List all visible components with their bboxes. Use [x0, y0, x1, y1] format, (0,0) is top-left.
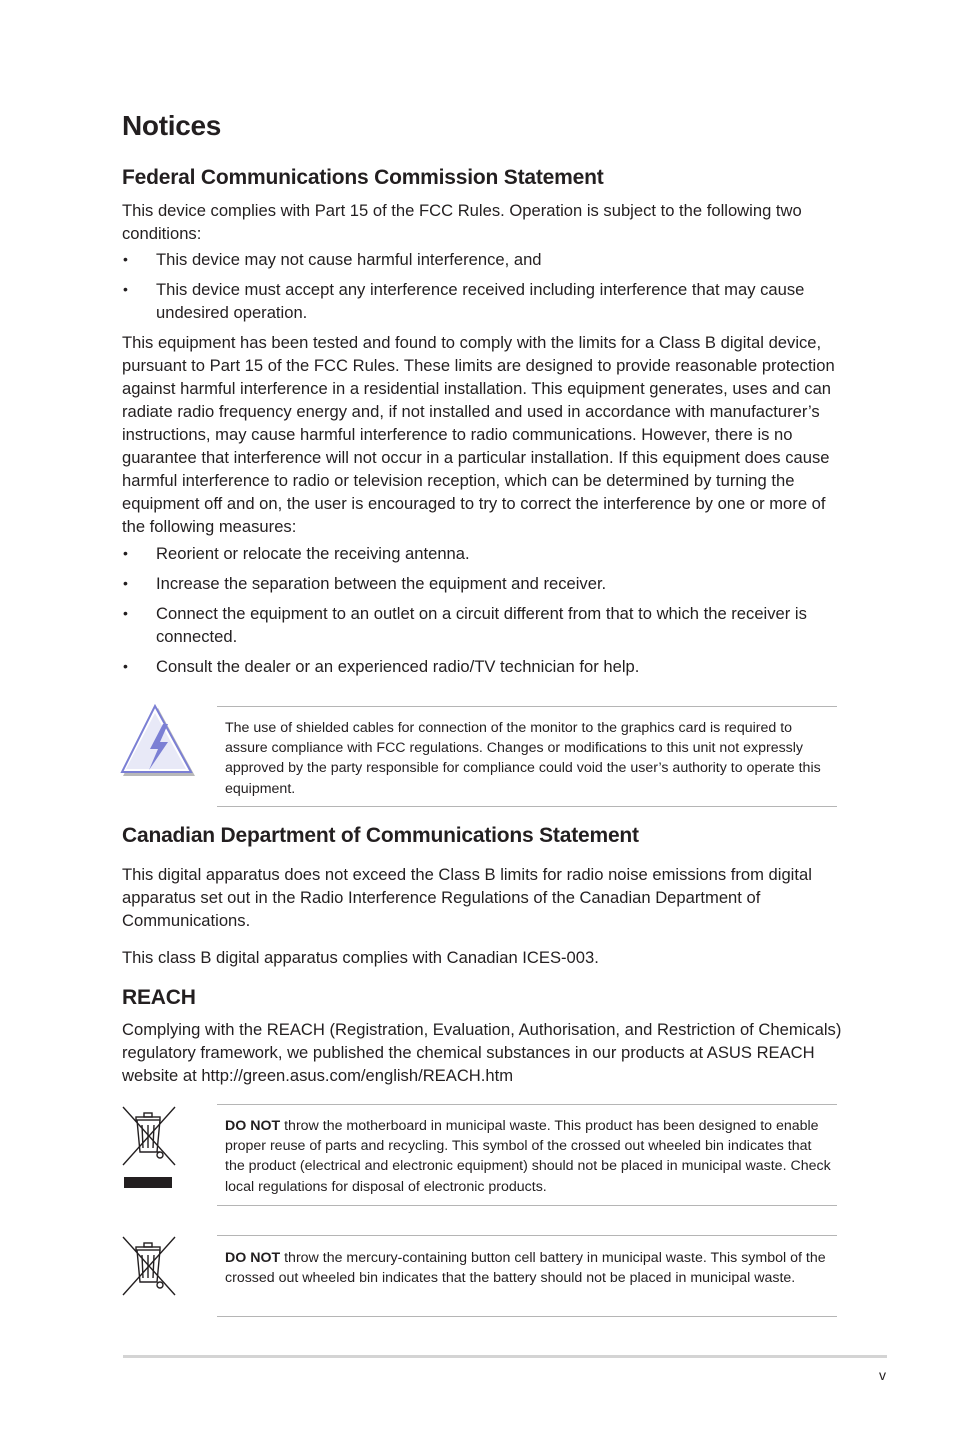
bullet-marker: •	[123, 605, 128, 621]
do-not-label: DO NOT	[225, 1118, 281, 1134]
battery-disposal-note	[225, 1248, 835, 1288]
fcc-intro: This device complies with Part 15 of the FCC Rules. Operation is subject to the following two conditions:	[122, 201, 802, 243]
crossed-out-wheeled-bin-icon	[120, 1234, 178, 1300]
bullet-marker: •	[123, 251, 128, 267]
fcc-warning-note: The use of shielded cables for connection of the monitor to the graphics card is required to assure compliance with FCC regulations. Changes or modifications to this unit not expressly approved by the party responsible for compliance could void the user’s authority to operate this equipment.	[225, 720, 821, 797]
weee-disposal-note	[225, 1116, 835, 1197]
footer-divider	[123, 1355, 887, 1358]
page-number: v	[879, 1367, 886, 1383]
weee-note-body: throw the motherboard in municipal waste. This product has been designed to enable proper reuse of parts and recycling. This symbol of the crossed out wheeled bin indicates that the product (electrical and electronic equipment) should not be placed in municipal waste. Check local regulations for disposal of electronic products.	[225, 1118, 831, 1195]
canadian-ices-paragraph: This class B digital apparatus complies with Canadian ICES-003.	[122, 948, 599, 967]
fcc-heading: Federal Communications Commission Statement	[122, 166, 604, 189]
warning-triangle-lightning-icon	[120, 704, 198, 780]
crossed-out-wheeled-bin-icon	[120, 1104, 178, 1190]
note-top-divider	[217, 706, 837, 707]
bullet-marker: •	[123, 545, 128, 561]
note-bottom-divider	[217, 1205, 837, 1206]
fcc-measure-item: Reorient or relocate the receiving antenna.	[156, 544, 470, 563]
page-title: Notices	[122, 110, 222, 141]
bullet-marker: •	[123, 575, 128, 591]
fcc-measure-item: Increase the separation between the equipment and receiver.	[156, 574, 607, 593]
note-bottom-divider	[217, 806, 837, 807]
fcc-condition-item: This device must accept any interference received including interference that may cause undesired operation.	[156, 280, 805, 322]
reach-heading: REACH	[122, 986, 196, 1009]
note-top-divider	[217, 1104, 837, 1105]
reach-paragraph: Complying with the REACH (Registration, Evaluation, Authorisation, and Restriction of Chemicals) regulatory framework, we published the chemical substances in our products at ASUS REACH website at http://green.asus.com/english/REACH.htm	[122, 1020, 842, 1085]
fcc-measure-item: Consult the dealer or an experienced radio/TV technician for help.	[156, 657, 640, 676]
bullet-marker: •	[123, 281, 128, 297]
fcc-paragraph: This equipment has been tested and found to comply with the limits for a Class B digital device, pursuant to Part 15 of the FCC Rules. These limits are designed to provide reasonable protection against harmful interference in a residential installation. This equipment generates, uses and can radiate radio frequency energy and, if not installed and used in accordance with manufacturer’s instructions, may cause harmful interference to radio communications. However, there is no guarantee that interference will not occur in a particular installation. If this equipment does cause harmful interference to radio or television reception, which can be determined by turning the equipment off and on, the user is encouraged to try to correct the interference by one or more of the following measures:	[122, 333, 835, 536]
fcc-measure-item: Connect the equipment to an outlet on a circuit different from that to which the receiver is connected.	[156, 604, 807, 646]
fcc-condition-item: This device may not cause harmful interference, and	[156, 250, 542, 269]
note-bottom-divider	[217, 1316, 837, 1317]
canadian-heading: Canadian Department of Communications Statement	[122, 824, 639, 847]
do-not-label: DO NOT	[225, 1250, 281, 1266]
battery-note-body: throw the mercury-containing button cell battery in municipal waste. This symbol of the crossed out wheeled bin indicates that the battery should not be placed in municipal waste.	[225, 1250, 826, 1287]
note-top-divider	[217, 1235, 837, 1236]
bullet-marker: •	[123, 658, 128, 674]
canadian-paragraph: This digital apparatus does not exceed the Class B limits for radio noise emissions from digital apparatus set out in the Radio Interference Regulations of the Canadian Department of Communications.	[122, 865, 812, 930]
